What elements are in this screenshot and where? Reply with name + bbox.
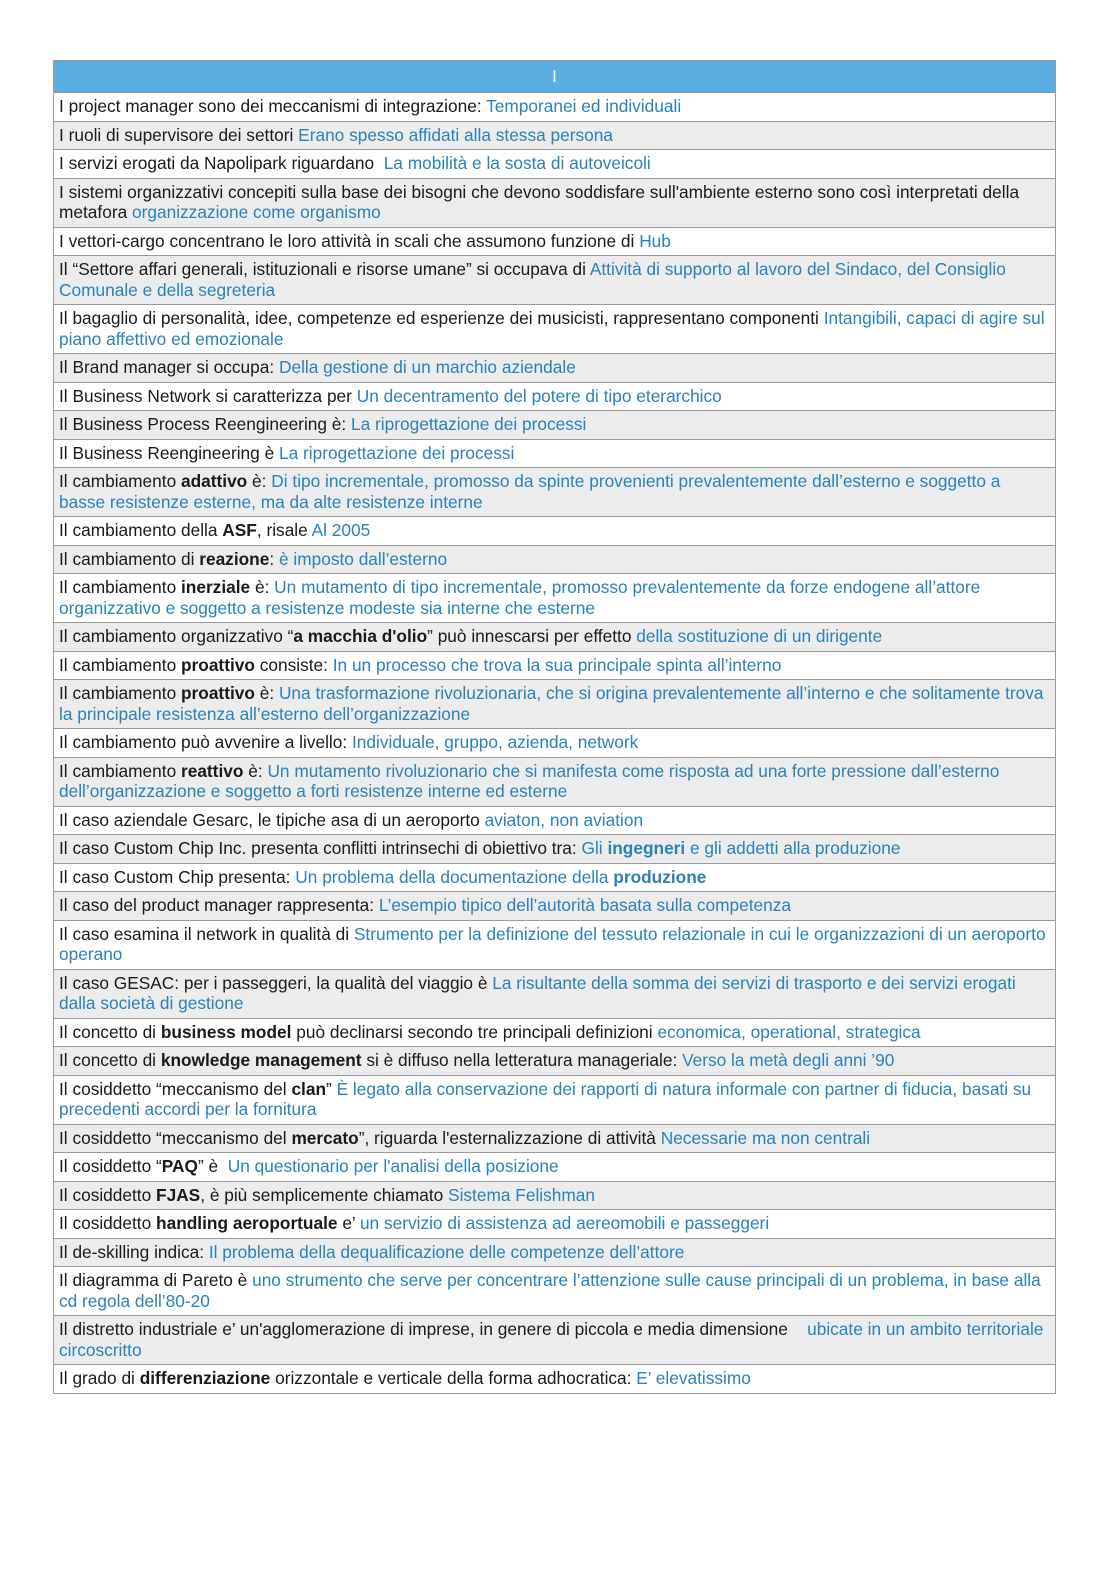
table-row	[54, 1124, 1056, 1153]
table-row	[54, 354, 1056, 383]
table-row	[54, 623, 1056, 652]
table-row	[54, 1316, 1056, 1365]
qa-cell	[54, 93, 1056, 122]
table-row	[54, 93, 1056, 122]
table-row	[54, 256, 1056, 305]
table-row	[54, 382, 1056, 411]
question-text: proattivo	[180, 654, 255, 675]
qa-cell	[54, 1210, 1056, 1239]
answer-text: un servizio di assistenza ad aereomobili e passeggeri	[359, 1213, 770, 1233]
table-row	[54, 1181, 1056, 1210]
answer-text: E’ elevatissimo	[636, 1368, 751, 1388]
answer-text: Della gestione di un marchio aziendale	[278, 357, 576, 377]
question-text: Il caso del product manager rappresenta:	[59, 895, 379, 915]
qa-cell	[54, 835, 1056, 864]
table-row	[54, 305, 1056, 354]
answer-text: Un problema della documentazione della	[295, 866, 614, 887]
question-text: Il cambiamento	[59, 471, 181, 491]
question-text: Il cosiddetto “	[59, 1156, 162, 1176]
answer-text: produzione	[613, 866, 707, 887]
qa-cell	[54, 1124, 1056, 1153]
qa-cell	[54, 439, 1056, 468]
question-text: Il cambiamento può avvenire a livello:	[59, 732, 352, 752]
question-text: I vettori-cargo concentrano le loro attività in scali che assumono funzione di	[59, 230, 640, 251]
table-row	[54, 1075, 1056, 1124]
answer-text: Hub	[639, 230, 671, 251]
question-text: mercato	[291, 1127, 359, 1148]
question-text: orizzontale e verticale della forma adhocratica:	[270, 1368, 637, 1388]
answer-text: Al 2005	[311, 520, 371, 540]
question-text: Il cambiamento	[59, 683, 181, 703]
qa-cell	[54, 305, 1056, 354]
answer-text: Un questionario per l'analisi della posizione	[227, 1156, 559, 1176]
question-text: Il Business Reengineering è	[59, 442, 279, 463]
question-text: Il diagramma di Pareto è	[59, 1270, 253, 1290]
answer-text: È legato alla conservazione dei rapporti di natura informale con partner di fiducia, basati su precedenti accordi per la fornitura	[59, 1078, 1036, 1119]
question-text: I servizi erogati da Napolipark riguardano	[59, 153, 384, 173]
question-text: , risale	[256, 520, 312, 540]
question-text: può declinarsi secondo tre principali definizioni	[291, 1021, 658, 1042]
table-row	[54, 468, 1056, 517]
question-text: consiste:	[254, 654, 333, 675]
question-text: I project manager sono dei meccanismi di integrazione:	[59, 96, 487, 116]
question-text: Il cosiddetto	[59, 1184, 157, 1205]
qa-cell	[54, 1238, 1056, 1267]
answer-text: è imposto dall’esterno	[278, 548, 448, 569]
answer-text: La risultante della somma dei servizi di trasporto e dei servizi erogati dalla società di gestione	[59, 972, 1021, 1013]
question-text: e’	[337, 1213, 360, 1233]
answer-text: Una trasformazione rivoluzionaria, che si origina prevalentemente all’interno e che solitamente trova la principale resistenza all’esterno dell’organizzazione	[59, 683, 1049, 724]
table-row	[54, 1365, 1056, 1394]
question-text: ”, riguarda l'esternalizzazione di attività	[358, 1127, 661, 1148]
table-row	[54, 227, 1056, 256]
question-text: Il distretto industriale e’ un'agglomerazione di imprese, in genere di piccola e media dimensione	[59, 1319, 808, 1339]
question-text: Il Brand manager si occupa:	[59, 357, 279, 377]
answer-text: Il problema della dequalificazione delle competenze dell’attore	[208, 1241, 685, 1262]
qa-cell	[54, 574, 1056, 623]
question-text: PAQ	[161, 1156, 198, 1176]
question-text: clan	[291, 1078, 327, 1099]
question-text: Il caso GESAC: per i passeggeri, la qualità del viaggio è	[59, 972, 493, 993]
table-row	[54, 1210, 1056, 1239]
answer-text: e gli addetti alla produzione	[685, 838, 901, 858]
question-text: , è più semplicemente chiamato	[200, 1184, 449, 1205]
table-row	[54, 863, 1056, 892]
question-text: Il cambiamento	[59, 654, 181, 675]
question-text: Il de-skilling indica:	[59, 1241, 209, 1262]
question-text: inerziale	[180, 577, 251, 597]
question-text: ASF	[222, 520, 257, 540]
answer-text: Un decentramento del potere di tipo eterarchico	[356, 385, 722, 406]
qa-cell	[54, 256, 1056, 305]
answer-text: uno strumento che serve per concentrare l’attenzione sulle cause principali di un problema, in base alla cd regola dell’80-20	[59, 1270, 1046, 1311]
qa-cell	[54, 227, 1056, 256]
answer-text: L’esempio tipico dell’autorità basata sulla competenza	[378, 895, 792, 915]
table-row	[54, 1238, 1056, 1267]
answer-text: economica, operational, strategica	[657, 1021, 921, 1042]
answer-text: Temporanei ed individuali	[486, 96, 682, 116]
answer-text: della sostituzione di un dirigente	[636, 626, 883, 646]
answer-text: ubicate in un ambito territoriale circoscritto	[59, 1319, 1049, 1360]
answer-text: Intangibili, capaci di agire sul piano affettivo ed emozionale	[59, 308, 1050, 349]
question-text: adattivo	[180, 471, 248, 491]
table-row	[54, 411, 1056, 440]
table-row	[54, 439, 1056, 468]
question-text: Il cambiamento	[59, 577, 181, 597]
question-text: Il cambiamento di	[59, 548, 200, 569]
qa-cell	[54, 411, 1056, 440]
qa-cell	[54, 1018, 1056, 1047]
table-row	[54, 680, 1056, 729]
qa-table-body	[54, 93, 1056, 1394]
qa-cell	[54, 863, 1056, 892]
question-text: Il caso Custom Chip presenta:	[59, 866, 296, 887]
question-text: a macchia d'olio	[293, 626, 428, 646]
table-row	[54, 651, 1056, 680]
qa-cell	[54, 545, 1056, 574]
answer-text: Gli	[581, 838, 608, 858]
question-text: è:	[243, 760, 268, 781]
qa-cell	[54, 651, 1056, 680]
question-text: Il Business Process Reengineering è:	[59, 414, 352, 434]
answer-text: Sistema Felishman	[448, 1184, 595, 1205]
question-text: reazione	[199, 548, 270, 569]
question-text: differenziazione	[139, 1368, 271, 1388]
table-row	[54, 574, 1056, 623]
qa-cell	[54, 382, 1056, 411]
qa-table	[53, 60, 1056, 1394]
answer-text: Di tipo incrementale, promosso da spinte provenienti prevalentemente dall’esterno e soggetto a basse resistenze esterne, ma da alte resistenze interne	[59, 471, 1006, 512]
answer-text: La mobilità e la sosta di autoveicoli	[383, 153, 651, 173]
qa-cell	[54, 1316, 1056, 1365]
table-row	[54, 545, 1056, 574]
table-row	[54, 1018, 1056, 1047]
question-text: Il cambiamento organizzativo “	[59, 626, 294, 646]
question-text: si è diffuso nella letteratura manageriale:	[361, 1050, 683, 1070]
question-text: handling aeroportuale	[156, 1213, 338, 1233]
answer-text: Erano spesso affidati alla stessa persona	[298, 124, 613, 145]
qa-cell	[54, 1181, 1056, 1210]
question-text: Il caso esamina il network in qualità di	[59, 923, 354, 944]
question-text: Il cosiddetto “meccanismo del	[59, 1127, 292, 1148]
qa-cell	[54, 969, 1056, 1018]
qa-cell	[54, 806, 1056, 835]
table-row	[54, 1267, 1056, 1316]
question-text: ” è	[197, 1156, 228, 1176]
question-text: business model	[160, 1021, 292, 1042]
qa-cell	[54, 1365, 1056, 1394]
qa-cell	[54, 1153, 1056, 1182]
section-letter-header: I	[54, 61, 1056, 93]
question-text: proattivo	[180, 683, 255, 703]
answer-text: Individuale, gruppo, azienda, network	[351, 732, 639, 752]
question-text: Il cambiamento della	[59, 520, 223, 540]
question-text: Il bagaglio di personalità, idee, competenze ed esperienze dei musicisti, rappresentano componenti	[59, 308, 824, 328]
qa-cell	[54, 1047, 1056, 1076]
table-row	[54, 1153, 1056, 1182]
question-text: Il cosiddetto	[59, 1213, 157, 1233]
table-row	[54, 121, 1056, 150]
question-text: è:	[247, 471, 272, 491]
table-row	[54, 178, 1056, 227]
answer-text: Un mutamento di tipo incrementale, promosso prevalentemente da forze endogene all’attore organizzativo e soggetto a resistenze modeste sia interne che esterne	[59, 577, 986, 618]
table-row	[54, 835, 1056, 864]
question-text: ”	[326, 1078, 337, 1099]
table-row	[54, 892, 1056, 921]
question-text: Il cosiddetto “meccanismo del	[59, 1078, 292, 1099]
answer-text: aviaton, non aviation	[484, 809, 644, 830]
answer-text: Attività di supporto al lavoro del Sindaco, del Consiglio Comunale e della segreteria	[59, 259, 1011, 300]
question-text: Il grado di	[59, 1368, 140, 1388]
answer-text: Strumento per la definizione del tessuto relazionale in cui le organizzazioni di un aeroporto operano	[59, 923, 1051, 964]
qa-cell	[54, 517, 1056, 546]
table-row	[54, 920, 1056, 969]
question-text: è:	[250, 577, 275, 597]
question-text: Il caso Custom Chip Inc. presenta conflitti intrinsechi di obiettivo tra:	[59, 838, 582, 858]
question-text: ” può innescarsi per effetto	[427, 626, 637, 646]
question-text: Il concetto di	[59, 1050, 161, 1070]
table-row	[54, 969, 1056, 1018]
question-text: reattivo	[180, 760, 244, 781]
question-text: :	[269, 548, 279, 569]
table-row	[54, 806, 1056, 835]
qa-cell	[54, 1075, 1056, 1124]
question-text: I sistemi organizzativi concepiti sulla base dei bisogni che devono soddisfare sull'ambiente esterno sono così interpretati della metafora	[59, 181, 1024, 222]
qa-cell	[54, 920, 1056, 969]
question-text: Il Business Network si caratterizza per	[59, 385, 357, 406]
qa-cell	[54, 729, 1056, 758]
question-text: è:	[254, 683, 279, 703]
question-text: knowledge management	[160, 1050, 362, 1070]
question-text: Il cambiamento	[59, 760, 181, 781]
table-row	[54, 150, 1056, 179]
qa-cell	[54, 757, 1056, 806]
table-row	[54, 729, 1056, 758]
answer-text: Verso la metà degli anni ’90	[682, 1050, 895, 1070]
qa-cell	[54, 468, 1056, 517]
question-text: Il caso aziendale Gesarc, le tipiche asa di un aeroporto	[59, 809, 485, 830]
qa-cell	[54, 892, 1056, 921]
question-text: Il “Settore affari generali, istituzionali e risorse umane” si occupava di	[59, 259, 590, 279]
qa-cell	[54, 1267, 1056, 1316]
answer-text: ingegneri	[607, 838, 686, 858]
table-row	[54, 1047, 1056, 1076]
qa-cell	[54, 121, 1056, 150]
table-row	[54, 517, 1056, 546]
answer-text: Un mutamento rivoluzionario che si manifesta come risposta ad una forte pressione dall’esterno dell’organizzazione e soggetto a forti resistenze interne ed esterne	[59, 760, 1005, 801]
qa-cell	[54, 150, 1056, 179]
question-text: Il concetto di	[59, 1021, 161, 1042]
question-text: I ruoli di supervisore dei settori	[59, 124, 299, 145]
answer-text: organizzazione come organismo	[132, 202, 381, 222]
qa-cell	[54, 623, 1056, 652]
table-header-row	[54, 61, 1056, 93]
answer-text: In un processo che trova la sua principale spinta all’interno	[332, 654, 782, 675]
qa-cell	[54, 680, 1056, 729]
answer-text: Necessarie ma non centrali	[660, 1127, 871, 1148]
answer-text: La riprogettazione dei processi	[351, 414, 587, 434]
table-row	[54, 757, 1056, 806]
question-text: FJAS	[156, 1184, 201, 1205]
qa-cell	[54, 178, 1056, 227]
answer-text: La riprogettazione dei processi	[279, 442, 515, 463]
qa-cell	[54, 354, 1056, 383]
